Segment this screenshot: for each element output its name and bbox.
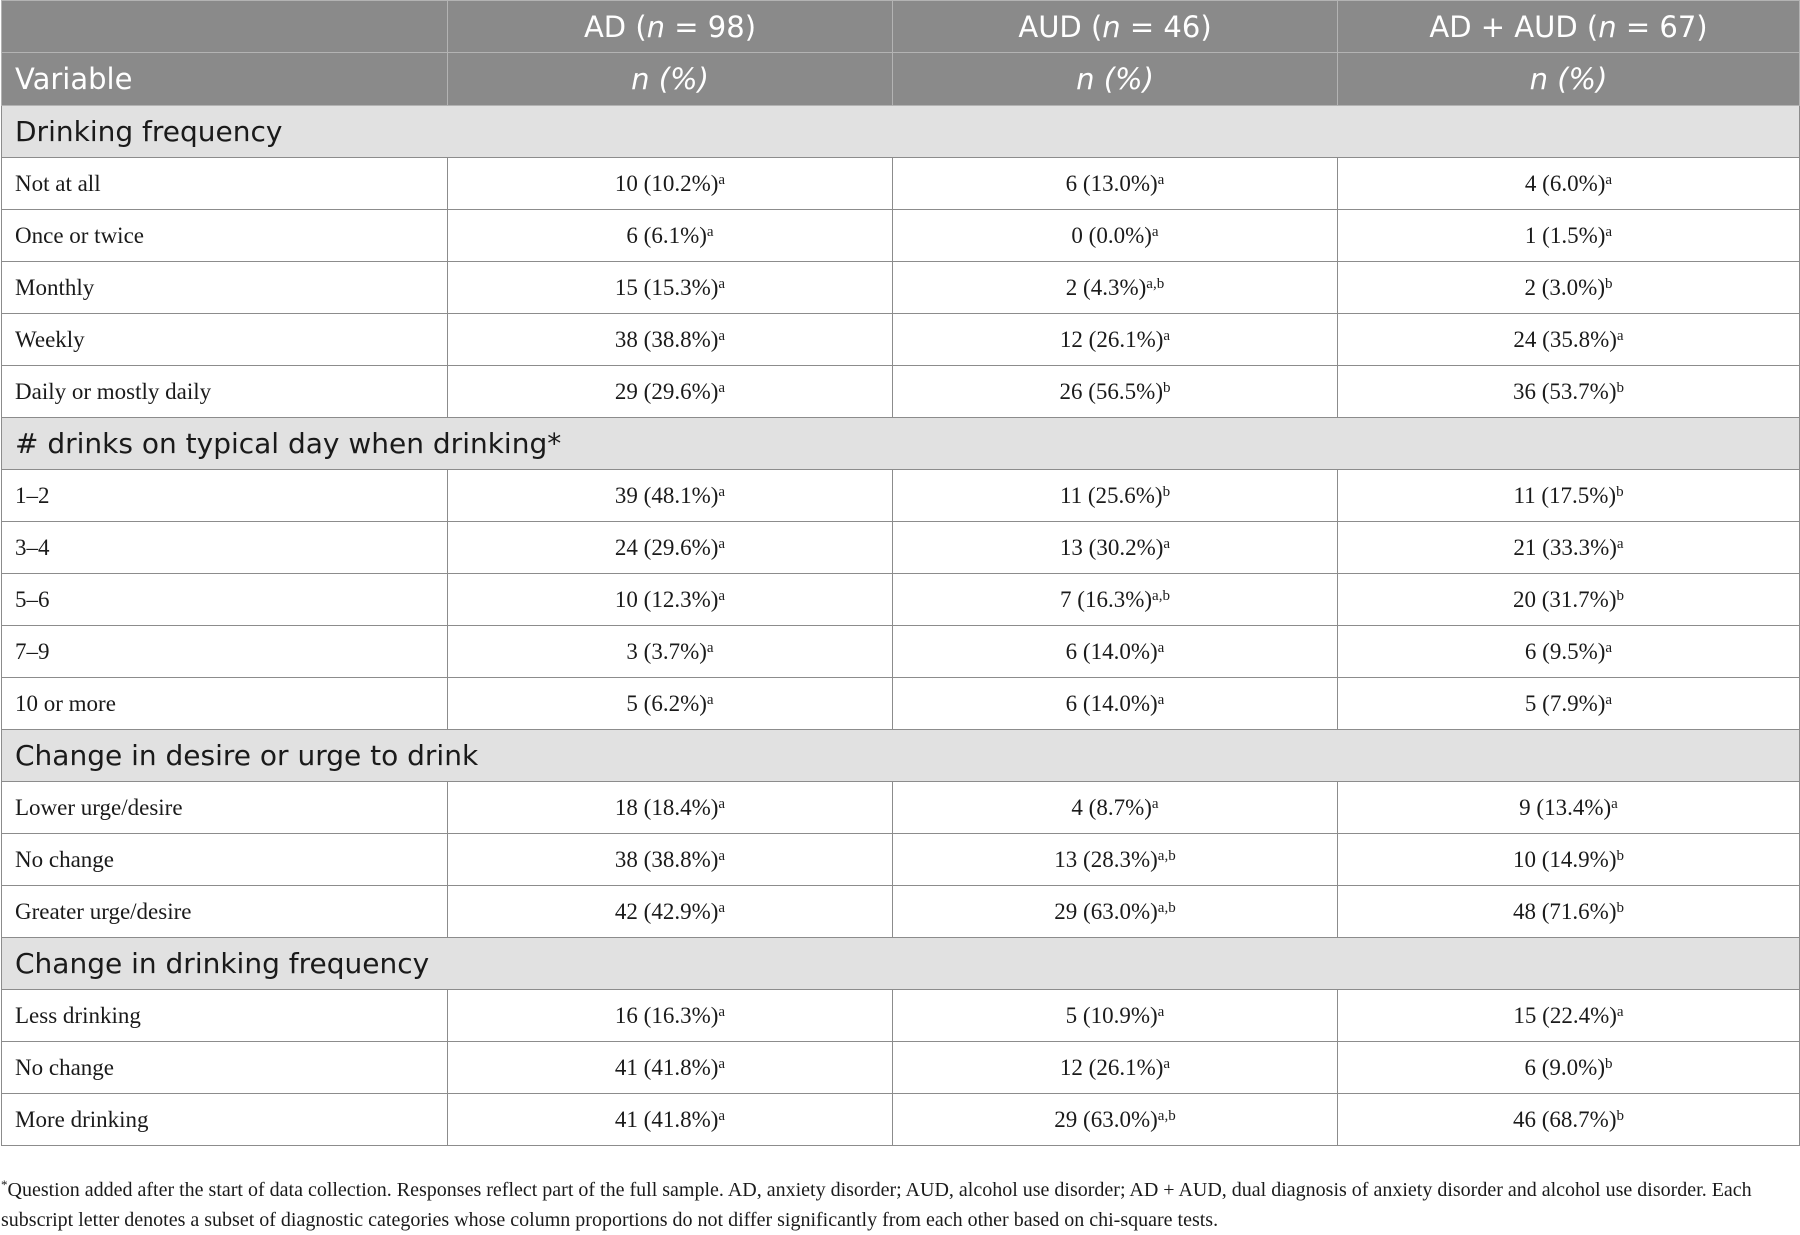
value-cell [1338,470,1800,522]
cell-superscript: b [1616,587,1624,604]
cell-value: 38 (38.8%) [614,846,719,872]
cell-superscript: b [1604,275,1613,292]
row-label: Once or twice [2,210,448,262]
cell-superscript: a [718,587,726,604]
cell-superscript: a [1157,691,1165,708]
cell-superscript: a [718,1003,726,1020]
row-label: Not at all [2,158,448,210]
table-row [2,678,1800,730]
cell-superscript: a [718,1107,726,1124]
table-row [2,1094,1800,1146]
cell-superscript: a [706,691,714,708]
value-cell [893,574,1338,626]
value-cell [448,886,893,938]
value-cell [1338,834,1800,886]
header-empty-cell [2,1,448,53]
cell-value: 38 (38.8%) [614,326,719,352]
cell-value: 6 (9.5%) [1524,638,1606,664]
value-cell [448,314,893,366]
cell-superscript: b [1616,847,1624,864]
cell-superscript: b [1604,1055,1613,1072]
cell-value: 48 (71.6%) [1513,898,1617,924]
table-header [2,1,1800,106]
table-row [2,834,1800,886]
cell-value: 6 (14.0%) [1065,690,1158,716]
value-cell [893,314,1338,366]
value-cell [448,782,893,834]
table-row [2,366,1800,418]
value-cell [448,574,893,626]
cell-superscript: a [1157,639,1165,656]
value-cell [893,782,1338,834]
cell-value: 29 (63.0%) [1054,1106,1158,1132]
cell-value: 9 (13.4%) [1519,794,1612,820]
header-row-groups [2,1,1800,53]
cell-value: 10 (14.9%) [1513,846,1617,872]
value-cell [448,158,893,210]
cell-value: 29 (63.0%) [1054,898,1158,924]
table-row [2,782,1800,834]
cell-superscript: a [1616,535,1624,552]
header-variable: Variable [2,53,448,106]
value-cell [893,990,1338,1042]
row-label: 1–2 [2,470,448,522]
header-unit-ad-aud: n (%) [1338,53,1800,106]
cell-value: 5 (7.9%) [1524,690,1606,716]
cell-superscript: b [1616,1107,1624,1124]
cell-value: 26 (56.5%) [1059,378,1163,404]
row-label: Daily or mostly daily [2,366,448,418]
cell-value: 2 (4.3%) [1065,274,1147,300]
cell-superscript: a [718,795,726,812]
table-row [2,158,1800,210]
cell-value: 41 (41.8%) [614,1106,719,1132]
footnote-marker: * [1,1177,8,1192]
value-cell [893,678,1338,730]
cell-superscript: a [706,639,714,656]
cell-superscript: b [1616,899,1624,916]
cell-superscript: a,b [1152,587,1170,604]
cell-value: 12 (26.1%) [1059,1054,1164,1080]
cell-superscript: a [1616,1003,1624,1020]
section-row [2,938,1800,990]
value-cell [448,1042,893,1094]
value-cell [1338,574,1800,626]
section-row [2,418,1800,470]
cell-superscript: a [1151,795,1159,812]
value-cell [893,886,1338,938]
cell-superscript: a [1163,535,1171,552]
footnote [1,1175,1797,1235]
cell-superscript: a [718,535,726,552]
cell-value: 7 (16.3%) [1060,586,1153,612]
header-group-ad-aud: AD + AUD (n = 67) [1338,1,1800,53]
value-cell [1338,314,1800,366]
table-row [2,626,1800,678]
value-cell [1338,366,1800,418]
cell-value: 21 (33.3%) [1513,534,1617,560]
table-row [2,990,1800,1042]
cell-superscript: a [1605,691,1613,708]
cell-value: 0 (0.0%) [1071,222,1152,248]
row-label: Weekly [2,314,448,366]
cell-value: 6 (13.0%) [1065,170,1158,196]
cell-value: 16 (16.3%) [614,1002,719,1028]
cell-value: 24 (29.6%) [614,534,719,560]
cell-superscript: a [1157,1003,1165,1020]
row-label: No change [2,834,448,886]
cell-superscript: a [718,327,726,344]
row-label: More drinking [2,1094,448,1146]
cell-value: 24 (35.8%) [1513,326,1617,352]
cell-superscript: a [1163,1055,1171,1072]
cell-value: 13 (28.3%) [1054,846,1158,872]
value-cell [448,834,893,886]
section-title: Drinking frequency [2,106,1800,158]
value-cell [1338,210,1800,262]
header-group-ad: AD (n = 98) [448,1,893,53]
table-row [2,262,1800,314]
cell-value: 10 (10.2%) [614,170,719,196]
cell-superscript: a [718,379,726,396]
value-cell [448,1094,893,1146]
cell-value: 46 (68.7%) [1513,1106,1617,1132]
value-cell [893,1094,1338,1146]
row-label: Monthly [2,262,448,314]
value-cell [893,522,1338,574]
cell-value: 6 (6.1%) [626,222,707,248]
cell-superscript: a [718,1055,726,1072]
value-cell [1338,626,1800,678]
value-cell [893,470,1338,522]
footnote-text: Question added after the start of data collection. Responses reflect part of the full sample. AD, anxiety disorder; AUD, alcohol use disorder; AD + AUD, dual diagnosis of anxiety disorder and alcohol use disorder. Each subscript letter denotes a subset of diagnostic categories whose column proportions do not differ significantly from each other based on chi-square tests. [1,1179,1752,1231]
cell-superscript: a [1151,223,1159,240]
table-row [2,522,1800,574]
value-cell [448,366,893,418]
cell-value: 4 (6.0%) [1524,170,1606,196]
cell-superscript: a,b [1157,899,1176,916]
header-group-aud: AUD (n = 46) [893,1,1338,53]
cell-value: 15 (22.4%) [1513,1002,1617,1028]
header-unit-ad: n (%) [448,53,893,106]
value-cell [1338,990,1800,1042]
table-row [2,886,1800,938]
cell-superscript: a [718,171,726,188]
cell-value: 4 (8.7%) [1071,794,1152,820]
cell-value: 3 (3.7%) [626,638,707,664]
cell-value: 10 (12.3%) [614,586,719,612]
cell-value: 2 (3.0%) [1524,274,1605,300]
row-label: 10 or more [2,678,448,730]
cell-value: 13 (30.2%) [1059,534,1164,560]
row-label: 3–4 [2,522,448,574]
value-cell [893,834,1338,886]
value-cell [448,522,893,574]
cell-superscript: a [1163,327,1171,344]
cell-value: 1 (1.5%) [1524,222,1606,248]
results-table [1,0,1800,1146]
table-body [2,106,1800,1146]
value-cell [893,1042,1338,1094]
value-cell [1338,158,1800,210]
row-label: Less drinking [2,990,448,1042]
cell-superscript: a,b [1157,1107,1176,1124]
value-cell [1338,262,1800,314]
cell-value: 11 (17.5%) [1513,482,1617,508]
value-cell [1338,1094,1800,1146]
cell-superscript: b [1162,379,1171,396]
section-title: Change in drinking frequency [2,938,1800,990]
cell-superscript: a [718,483,726,500]
row-label: 5–6 [2,574,448,626]
section-row [2,106,1800,158]
cell-value: 12 (26.1%) [1059,326,1164,352]
cell-superscript: b [1616,379,1624,396]
table-row [2,574,1800,626]
section-row [2,730,1800,782]
section-title: # drinks on typical day when drinking* [2,418,1800,470]
cell-value: 5 (6.2%) [626,690,707,716]
cell-superscript: a [718,847,726,864]
cell-value: 6 (9.0%) [1524,1054,1605,1080]
table-row [2,1042,1800,1094]
value-cell [448,626,893,678]
cell-superscript: a,b [1157,847,1176,864]
header-row-units [2,53,1800,106]
cell-superscript: a [1605,223,1613,240]
cell-value: 20 (31.7%) [1513,586,1617,612]
cell-value: 29 (29.6%) [614,378,719,404]
section-title: Change in desire or urge to drink [2,730,1800,782]
value-cell [893,210,1338,262]
value-cell [893,626,1338,678]
value-cell [1338,522,1800,574]
cell-superscript: a [1605,171,1613,188]
cell-value: 6 (14.0%) [1065,638,1158,664]
header-unit-aud: n (%) [893,53,1338,106]
cell-superscript: a,b [1146,275,1165,292]
table-row [2,470,1800,522]
cell-superscript: a [706,223,714,240]
table-row [2,210,1800,262]
cell-superscript: a [1616,327,1624,344]
cell-value: 18 (18.4%) [614,794,719,820]
cell-value: 11 (25.6%) [1059,482,1163,508]
value-cell [448,262,893,314]
cell-value: 39 (48.1%) [614,482,719,508]
row-label: 7–9 [2,626,448,678]
value-cell [893,366,1338,418]
cell-value: 36 (53.7%) [1513,378,1617,404]
row-label: Greater urge/desire [2,886,448,938]
row-label: No change [2,1042,448,1094]
cell-value: 41 (41.8%) [614,1054,719,1080]
value-cell [1338,678,1800,730]
cell-value: 5 (10.9%) [1065,1002,1158,1028]
cell-superscript: a [718,275,726,292]
value-cell [448,990,893,1042]
value-cell [1338,886,1800,938]
value-cell [893,262,1338,314]
cell-superscript: a [1611,795,1618,812]
cell-superscript: a [1605,639,1613,656]
value-cell [448,470,893,522]
cell-value: 42 (42.9%) [614,898,719,924]
cell-superscript: a [718,899,726,916]
table-row [2,314,1800,366]
cell-superscript: b [1616,483,1624,500]
value-cell [1338,1042,1800,1094]
value-cell [1338,782,1800,834]
row-label: Lower urge/desire [2,782,448,834]
cell-value: 15 (15.3%) [614,274,719,300]
value-cell [448,210,893,262]
cell-superscript: a [1157,171,1165,188]
cell-superscript: b [1162,483,1171,500]
value-cell [893,158,1338,210]
value-cell [448,678,893,730]
